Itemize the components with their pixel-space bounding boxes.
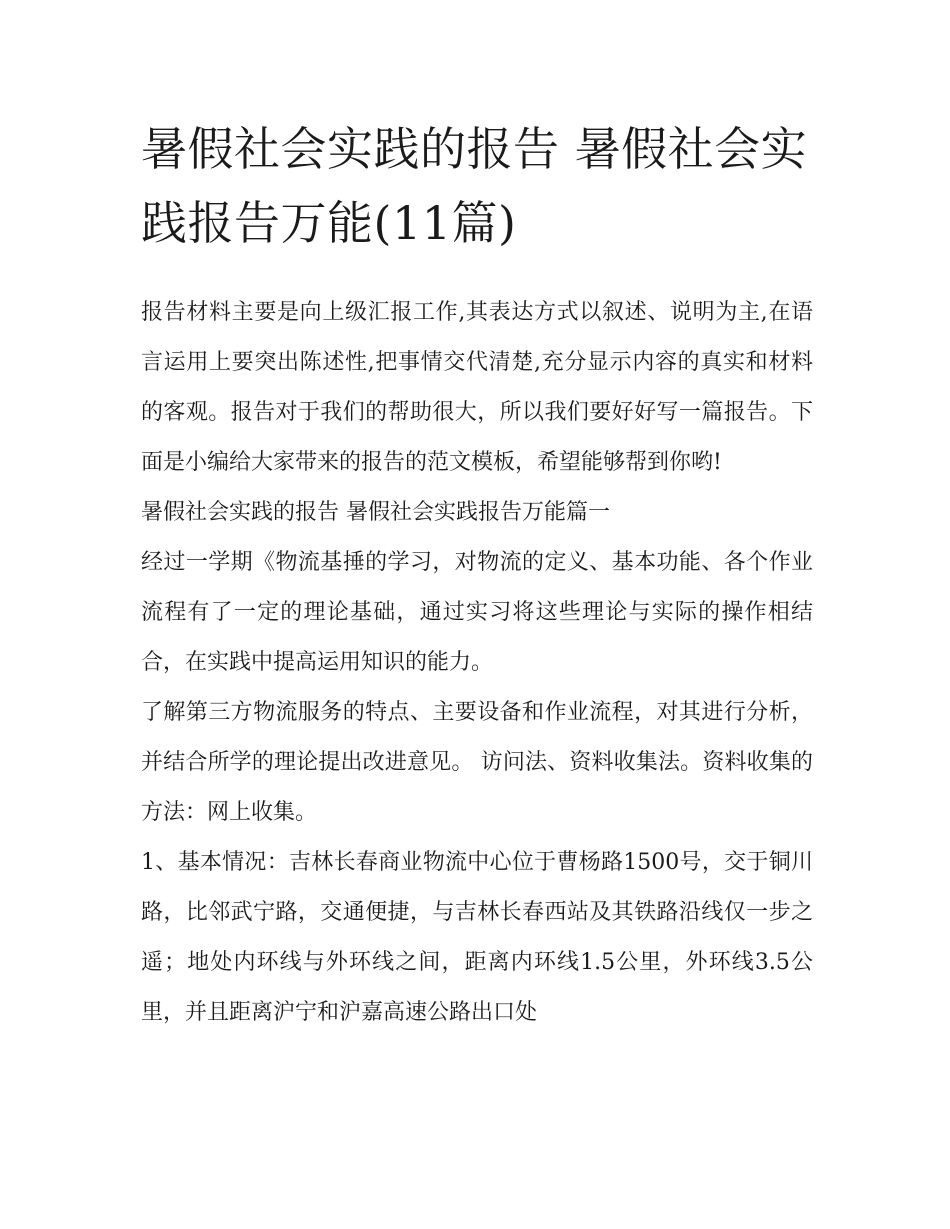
body-paragraph-1: 经过一学期《物流基捶的学习，对物流的定义、基本功能、各个作业流程有了一定的理论基础，通过实习将这些理论与实际的操作相结合，在实践中提高运用知识的能力。 bbox=[141, 550, 813, 675]
document-page bbox=[141, 112, 813, 1038]
body-paragraph-2: 了解第三方物流服务的特点、主要设备和作业流程，对其进行分析，并结合所学的理论提出改进意见。 访问法、资料收集法。资料收集的方法：网上收集。 bbox=[141, 700, 813, 825]
section-heading: 暑假社会实践的报告 暑假社会实践报告万能篇一 bbox=[141, 500, 610, 525]
intro-paragraph: 报告材料主要是向上级汇报工作,其表达方式以叙述、说明为主,在语言运用上要突出陈述性,把事情交代清楚,充分显示内容的真实和材料的客观。报告对于我们的帮助很大，所以我们要好好写一篇报告。下面是小编给大家带来的报告的范文模板，希望能够帮到你哟! bbox=[141, 300, 813, 475]
body-paragraph-3: 1、基本情况：吉林长春商业物流中心位于曹杨路1500号，交于铜川路，比邻武宁路，交通便捷，与吉林长春西站及其铁路沿线仅一步之遥；地处内环线与外环线之间，距离内环线1.5公里，外环线3.5公里，并且距离沪宁和沪嘉高速公路出口处 bbox=[141, 850, 813, 1025]
document-title: 暑假社会实践的报告 暑假社会实践报告万能(11篇) bbox=[141, 122, 808, 250]
